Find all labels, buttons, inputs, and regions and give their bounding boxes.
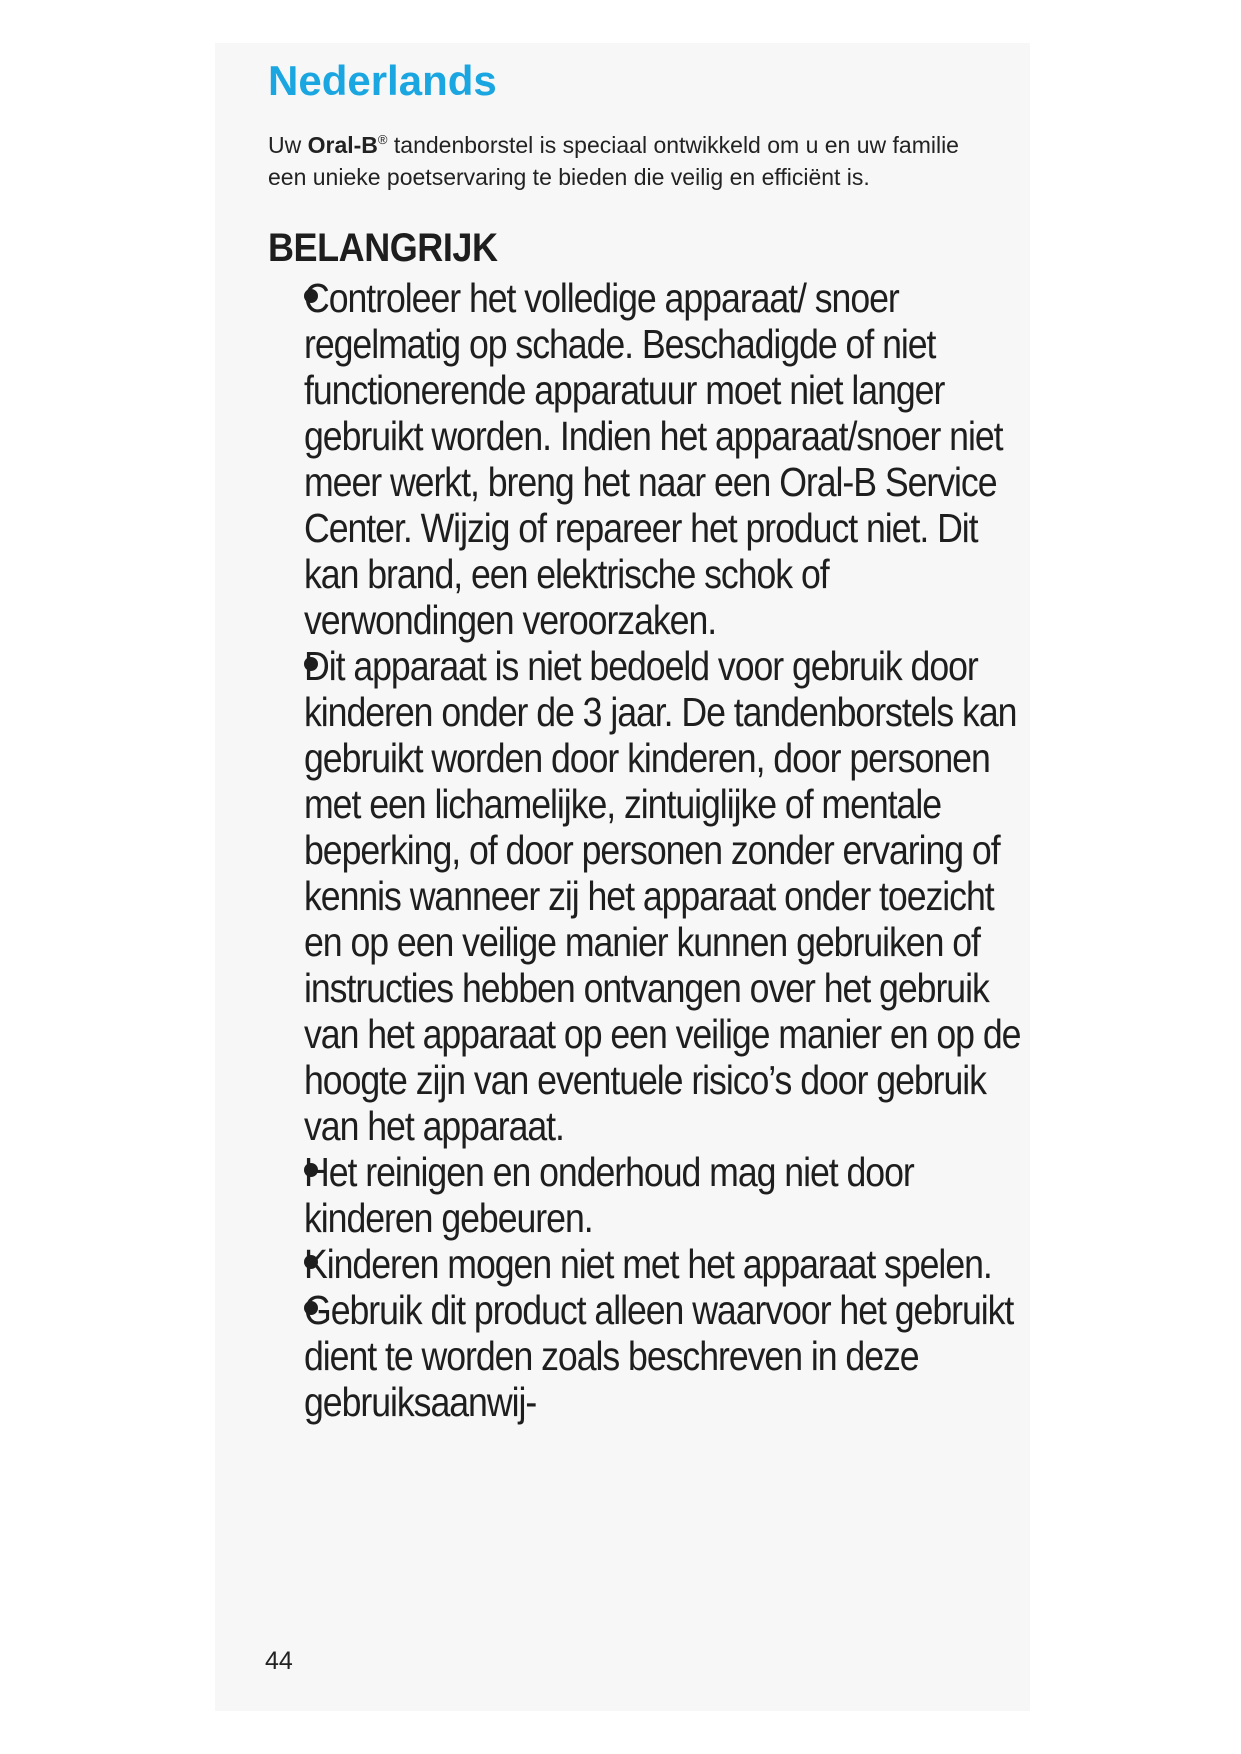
document-content [268, 55, 1021, 1425]
list-item-text: Dit apparaat is niet bedoeld voor gebruik door kinderen onder de 3 jaar. De tandenborstels kan gebruikt worden door kinderen, door personen met een lichamelijke, zintuiglijke of mentale beperking, of door personen zonder ervaring of kennis wanneer zij het apparaat onder toezicht en op een veilige manier kunnen gebruiken of instructies hebben ontvangen over het gebruik van het apparaat op een veilige manier en op de hoogte zijn van eventuele risico’s door gebruik van het apparaat. [304, 643, 1021, 1149]
page-number: 44 [265, 1647, 293, 1675]
list-item [268, 1149, 1008, 1241]
list-item [268, 1287, 1014, 1425]
section-heading: BELANGRIJK [268, 226, 498, 270]
language-title: Nederlands [268, 57, 497, 104]
list-item [268, 1241, 1008, 1287]
list-item-text: Het reinigen en onderhoud mag niet door kinderen gebeuren. [304, 1149, 914, 1241]
safety-list [268, 275, 1021, 1425]
intro-paragraph [268, 129, 988, 193]
brand-name: Oral-B [307, 132, 378, 158]
list-item [268, 275, 1008, 643]
intro-text-start: Uw [268, 132, 308, 158]
list-item-text: Kinderen mogen niet met het apparaat spelen. [304, 1241, 992, 1287]
intro-text-end: tandenborstel is speciaal ontwikkeld om u en uw familie een unieke poetservaring te bieden die veilig en efficiënt is. [268, 132, 959, 190]
list-item-text: Controleer het volledige apparaat/ snoer regelmatig op schade. Beschadigde of niet functionerende apparatuur moet niet langer gebruikt worden. Indien het apparaat/snoer niet meer werkt, breng het naar een Oral-B Service Center. Wijzig of repareer het product niet. Dit kan brand, een elektrische schok of verwondingen veroorzaken. [304, 275, 1003, 643]
registered-mark: ® [377, 132, 388, 147]
list-item [268, 643, 1021, 1149]
list-item-text: Gebruik dit product alleen waarvoor het gebruikt dient te worden zoals beschreven in deze gebruiksaanwij- [304, 1287, 1014, 1425]
